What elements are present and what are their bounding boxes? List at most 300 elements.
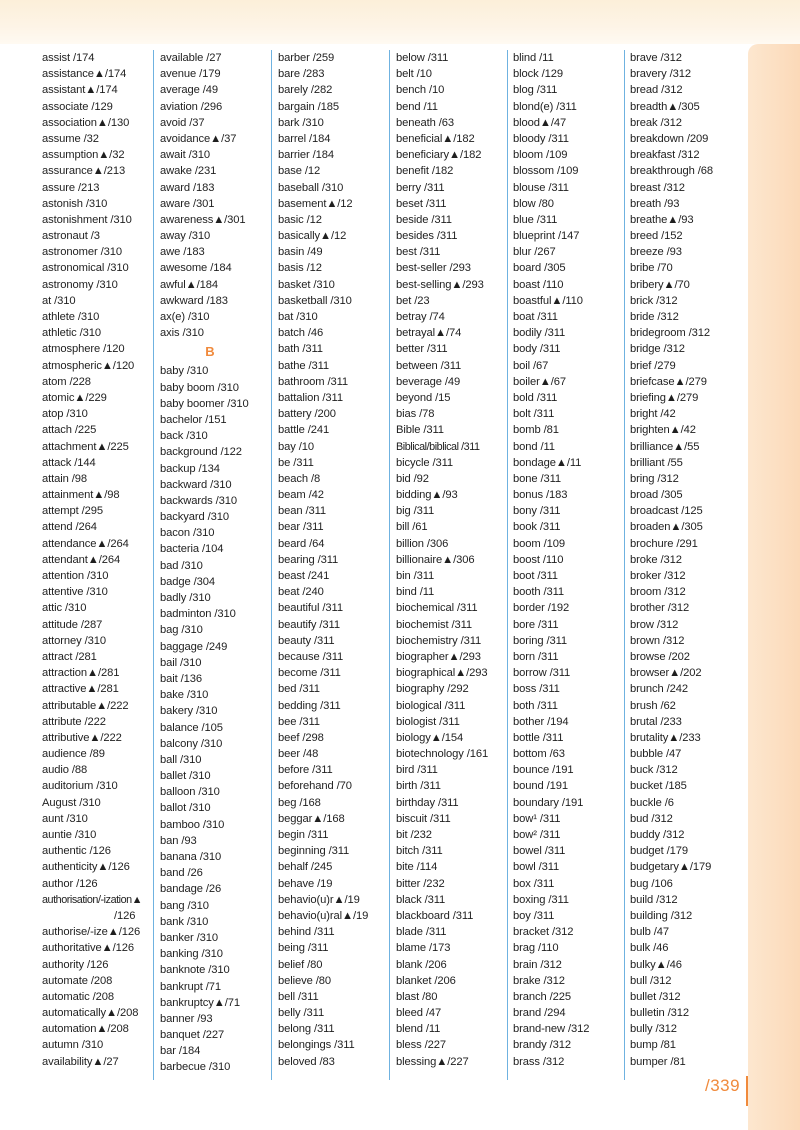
index-entry: boat /311 <box>513 311 558 323</box>
index-entry: bathe /311 <box>278 359 330 372</box>
index-entry: ballet /310 <box>160 770 211 783</box>
index-entry: atmospheric▲/120 <box>42 359 135 372</box>
index-entry: bread /312 <box>630 84 683 97</box>
index-entry: attentive /310 <box>42 586 108 599</box>
index-entry: autumn /310 <box>42 1039 104 1052</box>
index-entry: browser▲/202 <box>630 667 702 680</box>
index-entry: ball /310 <box>160 753 202 766</box>
index-entry: beg /168 <box>278 796 321 809</box>
index-entry: associate /129 <box>42 100 113 113</box>
index-entry: bin /311 <box>396 570 435 582</box>
index-entry: bake /310 <box>160 689 209 702</box>
index-entry: bicycle /311 <box>396 456 454 469</box>
index-entry: behavio(u)r▲/19 <box>278 893 360 906</box>
index-entry: brutal /233 <box>630 715 682 728</box>
index-entry: band /26 <box>160 867 203 880</box>
index-entry: bamboo /310 <box>160 818 225 831</box>
index-entry: away /310 <box>160 230 211 243</box>
index-entry: brow /312 <box>630 618 679 631</box>
index-entry: boxing /311 <box>513 893 569 906</box>
index-entry: batch /46 <box>278 327 324 340</box>
index-entry: aviation /296 <box>160 100 223 113</box>
index-entry: badge /304 <box>160 575 215 588</box>
index-entry: brilliance▲/55 <box>630 440 700 453</box>
index-entry: body /311 <box>513 343 561 356</box>
index-entry: blood▲/47 <box>513 116 567 129</box>
index-entry: bench /10 <box>396 84 445 97</box>
index-entry: bridge /312 <box>630 343 685 356</box>
index-entry: avoid /37 <box>160 116 205 129</box>
index-entry: beautiful /311 <box>278 602 343 615</box>
index-entry: breath /93 <box>630 197 680 210</box>
index-entry: basis /12 <box>278 262 322 275</box>
index-entry: biologist /311 <box>396 715 460 728</box>
index-entry: blog /311 <box>513 84 558 97</box>
index-entry: auntie /310 <box>42 829 97 841</box>
index-entry: bakery /310 <box>160 705 218 718</box>
index-entry: bolt /311 <box>513 408 555 421</box>
index-entry: bet /23 <box>396 294 430 307</box>
index-entry: bargain /185 <box>278 100 340 113</box>
index-entry: breast /312 <box>630 181 685 194</box>
index-entry: bow² /311 <box>513 829 561 841</box>
index-entry: attack /144 <box>42 456 96 469</box>
index-entry: axis /310 <box>160 327 204 340</box>
index-entry: best-selling▲/293 <box>396 278 484 291</box>
index-entry: behalf /245 <box>278 861 333 874</box>
index-entry: biological /311 <box>396 699 466 712</box>
index-entry: barber /259 <box>278 52 335 64</box>
index-entry: basketball /310 <box>278 294 352 307</box>
index-entry: awareness▲/301 <box>160 213 246 226</box>
index-entry: breadth▲/305 <box>630 100 700 113</box>
index-entry: bachelor /151 <box>160 413 227 426</box>
index-entry: bag /310 <box>160 624 203 637</box>
index-entry: basin /49 <box>278 246 323 259</box>
index-entry: battalion /311 <box>278 391 343 404</box>
index-entry: basic /12 <box>278 213 322 226</box>
index-entry: baggage /249 <box>160 640 228 653</box>
index-entry: beggar▲/168 <box>278 812 345 825</box>
index-entry: baby boomer /310 <box>160 397 249 410</box>
index-entry: belongings /311 <box>278 1039 355 1052</box>
index-entry: brass /312 <box>513 1055 565 1068</box>
index-entry: attendant▲/264 <box>42 553 121 566</box>
index-entry: authority /126 <box>42 958 109 971</box>
index-entry: border /192 <box>513 602 570 615</box>
index-entry: attributive▲/222 <box>42 731 122 744</box>
index-entry: balance /105 <box>160 721 223 734</box>
index-entry: bound /191 <box>513 780 568 793</box>
index-entry: audio /88 <box>42 764 88 777</box>
index-entry: beat /240 <box>278 586 324 599</box>
index-entry: bait /136 <box>160 672 203 685</box>
index-entry: browse /202 <box>630 650 690 663</box>
index-entry: briefcase▲/279 <box>630 375 707 388</box>
page-number: /339 <box>705 1076 741 1095</box>
index-entry: bore /311 <box>513 618 559 631</box>
index-entry: beautify /311 <box>278 618 340 631</box>
index-entry: blade /311 <box>396 926 447 939</box>
index-entry: bay /10 <box>278 440 314 453</box>
index-entry: atomic▲/229 <box>42 391 107 404</box>
index-entry: bodily /311 <box>513 327 566 340</box>
index-entry: bow¹ /311 <box>513 812 561 825</box>
index-entry: assistance▲/174 <box>42 68 127 81</box>
index-entry: breakthrough /68 <box>630 165 713 178</box>
index-entry: barrier /184 <box>278 149 335 162</box>
index-entry: bondage▲/11 <box>513 456 582 469</box>
index-entry: biochemist /311 <box>396 618 473 631</box>
index-entry: bright /42 <box>630 408 676 421</box>
index-entry: bat /310 <box>278 311 318 323</box>
index-entry: bubble /47 <box>630 748 682 761</box>
index-entry: bracket /312 <box>513 926 574 939</box>
index-entry: bravery /312 <box>630 68 691 81</box>
index-entry: beyond /15 <box>396 391 451 404</box>
index-entry: bridegroom /312 <box>630 327 710 340</box>
index-entry: brick /312 <box>630 294 678 307</box>
index-entry: birth /311 <box>396 780 441 793</box>
index-entry: bottom /63 <box>513 748 565 761</box>
index-entry: buckle /6 <box>630 796 674 809</box>
index-entry: brain /312 <box>513 958 562 971</box>
index-entry: blast /80 <box>396 990 438 1003</box>
index-entry: bankrupt /71 <box>160 980 221 993</box>
index-entry: broaden▲/305 <box>630 521 703 534</box>
index-entry: behavio(u)ral▲/19 <box>278 909 369 922</box>
index-entry: boast /110 <box>513 278 564 291</box>
index-column-4 <box>396 50 508 1080</box>
index-entry: awful▲/184 <box>160 278 218 291</box>
index-entry: bit /232 <box>396 829 432 841</box>
index-entry: budget /179 <box>630 845 689 858</box>
index-entry: buddy /312 <box>630 829 685 841</box>
index-entry: bind /11 <box>396 586 435 599</box>
index-entry: biochemical /311 <box>396 602 478 615</box>
index-entry: bear /311 <box>278 521 324 534</box>
index-entry: bring /312 <box>630 472 679 485</box>
index-entry: basket /310 <box>278 278 335 291</box>
index-entry: backward /310 <box>160 478 232 491</box>
index-entry: Bible /311 <box>396 424 444 437</box>
index-entry: bar /184 <box>160 1045 201 1058</box>
index-entry: beast /241 <box>278 570 330 582</box>
index-entry: brand /294 <box>513 1007 566 1020</box>
index-entry: atom /228 <box>42 375 91 388</box>
index-entry: atop /310 <box>42 408 88 421</box>
index-entry: be /311 <box>278 456 314 469</box>
index-entry: become /311 <box>278 667 341 680</box>
index-entry: bath /311 <box>278 343 323 356</box>
index-entry: biographer▲/293 <box>396 650 481 663</box>
index-entry: awake /231 <box>160 165 217 178</box>
index-entry: Biblical/biblical /311 <box>396 440 480 453</box>
index-entry: build /312 <box>630 893 678 906</box>
index-entry: betrayal▲/74 <box>396 327 462 340</box>
index-entry: banknote /310 <box>160 964 230 977</box>
index-entry: baby boom /310 <box>160 381 239 394</box>
index-entry: bidding▲/93 <box>396 489 458 502</box>
index-entry: awe /183 <box>160 246 205 259</box>
index-entry: bark /310 <box>278 116 324 129</box>
index-entry: authenticity▲/126 <box>42 861 130 874</box>
index-entry: authoritative▲/126 <box>42 942 134 955</box>
index-entry: author /126 <box>42 877 98 890</box>
index-entry: blossom /109 <box>513 165 579 178</box>
index-entry: bully /312 <box>630 1023 677 1036</box>
index-entry: bail /310 <box>160 656 202 669</box>
index-entry: before /311 <box>278 764 333 777</box>
index-entry: basically▲/12 <box>278 230 347 243</box>
index-entry: banker /310 <box>160 931 218 944</box>
index-entry: assure /213 <box>42 181 100 194</box>
index-entry: attendance▲/264 <box>42 537 129 550</box>
index-entry: athletic /310 <box>42 327 102 340</box>
index-entry: await /310 <box>160 149 210 162</box>
index-entry: blanket /206 <box>396 974 456 987</box>
index-entry: aunt /310 <box>42 812 88 825</box>
index-entry: blind /11 <box>513 52 554 64</box>
section-letter: B <box>205 344 215 360</box>
index-entry: believe /80 <box>278 974 332 987</box>
index-entry: blessing▲/227 <box>396 1055 469 1068</box>
index-entry: bulk /46 <box>630 942 669 955</box>
index-entry: attend /264 <box>42 521 97 534</box>
index-entry: association▲/130 <box>42 116 130 129</box>
index-entry: brand-new /312 <box>513 1023 590 1036</box>
index-entry: bonus /183 <box>513 489 568 502</box>
index-entry: bride /312 <box>630 311 679 323</box>
index-entry: belief /80 <box>278 958 323 971</box>
index-entry: bacteria /104 <box>160 543 224 556</box>
index-entry: bird /311 <box>396 764 438 777</box>
index-entry: backup /134 <box>160 462 220 475</box>
index-entry: bloom /109 <box>513 149 568 162</box>
index-entry: better /311 <box>396 343 448 356</box>
index-entry: battle /241 <box>278 424 330 437</box>
index-entry: bean /311 <box>278 505 327 518</box>
index-entry: bid /92 <box>396 472 429 485</box>
index-entry: badminton /310 <box>160 608 236 621</box>
index-entry: brown /312 <box>630 634 685 647</box>
index-entry: bloody /311 <box>513 132 569 145</box>
index-entry: bounce /191 <box>513 764 574 777</box>
index-entry: behave /19 <box>278 877 333 890</box>
index-entry: broker /312 <box>630 570 686 582</box>
index-entry: athlete /310 <box>42 311 100 323</box>
index-entry: astronaut /3 <box>42 230 100 243</box>
index-entry: bold /311 <box>513 391 558 404</box>
index-entry: bug /106 <box>630 877 673 890</box>
index-entry: brighten▲/42 <box>630 424 696 437</box>
index-entry: boastful▲/110 <box>513 294 583 307</box>
index-entry: buck /312 <box>630 764 678 777</box>
index-entry: beside /311 <box>396 213 452 226</box>
index-entry: bend /11 <box>396 100 438 113</box>
index-entry: bulky▲/46 <box>630 958 682 971</box>
index-entry: background /122 <box>160 446 242 459</box>
index-entry: bond /11 <box>513 440 555 453</box>
index-entry: box /311 <box>513 877 555 890</box>
index-entry: breed /152 <box>630 230 683 243</box>
index-entry: bite /114 <box>396 861 438 874</box>
index-entry: benefit /182 <box>396 165 454 178</box>
index-entry: brunch /242 <box>630 683 688 696</box>
index-entry: beard /64 <box>278 537 325 550</box>
index-entry: broom /312 <box>630 586 686 599</box>
index-entry: blend /11 <box>396 1023 441 1036</box>
index-entry: battery /200 <box>278 408 336 421</box>
index-entry: borrow /311 <box>513 667 571 680</box>
index-entry: attainment▲/98 <box>42 489 120 502</box>
index-entry: building /312 <box>630 909 693 922</box>
index-column-2 <box>160 50 272 1080</box>
index-entry: brilliant /55 <box>630 456 683 469</box>
index-entry: ballot /310 <box>160 802 211 815</box>
index-entry: banana /310 <box>160 851 222 863</box>
index-entry: biology▲/154 <box>396 731 464 744</box>
index-entry: biographical▲/293 <box>396 667 488 680</box>
index-entry: boot /311 <box>513 570 558 582</box>
index-column-3 <box>278 50 390 1080</box>
index-entry: attachment▲/225 <box>42 440 129 453</box>
index-entry: attempt /295 <box>42 505 103 518</box>
index-entry: attributable▲/222 <box>42 699 129 712</box>
index-entry: astronomer /310 <box>42 246 122 259</box>
index-entry: /126 <box>114 909 136 922</box>
index-entry: barrel /184 <box>278 132 331 145</box>
index-entry: barely /282 <box>278 84 333 97</box>
index-entry: bowel /311 <box>513 845 566 858</box>
index-entry: base /12 <box>278 165 321 178</box>
index-entry: bulletin /312 <box>630 1007 690 1020</box>
index-entry: breeze /93 <box>630 246 682 259</box>
index-entry: breakdown /209 <box>630 132 709 145</box>
index-entry: authentic /126 <box>42 845 111 858</box>
index-entry: auditorium /310 <box>42 780 118 793</box>
index-entry: briefing▲/279 <box>630 391 699 404</box>
index-entry: because /311 <box>278 650 344 663</box>
index-entry: attraction▲/281 <box>42 667 120 680</box>
index-entry: broadcast /125 <box>630 505 703 518</box>
index-entry: bomb /81 <box>513 424 559 437</box>
index-entry: attribute /222 <box>42 715 106 728</box>
index-entry: authorise/-ize▲/126 <box>42 926 141 939</box>
index-entry: bed /311 <box>278 683 320 696</box>
index-entry: banquet /227 <box>160 1029 225 1042</box>
index-entry: biotechnology /161 <box>396 748 489 761</box>
index-entry: belly /311 <box>278 1007 325 1020</box>
index-entry: beam /42 <box>278 489 324 502</box>
index-entry: beef /298 <box>278 731 324 744</box>
index-entry: beer /48 <box>278 748 319 761</box>
index-entry: boundary /191 <box>513 796 584 809</box>
index-entry: beverage /49 <box>396 375 461 388</box>
index-entry: bedding /311 <box>278 699 341 712</box>
index-entry: bitch /311 <box>396 845 443 858</box>
index-entry: assist /174 <box>42 52 95 64</box>
index-entry: automate /208 <box>42 974 113 987</box>
index-entry: bull /312 <box>630 974 672 987</box>
index-entry: budgetary▲/179 <box>630 861 712 874</box>
index-entry: between /311 <box>396 359 462 372</box>
index-entry: avenue /179 <box>160 68 221 81</box>
index-entry: best-seller /293 <box>396 262 471 275</box>
index-entry: bee /311 <box>278 715 320 728</box>
index-entry: bank /310 <box>160 915 209 928</box>
index-entry: assume /32 <box>42 132 99 145</box>
index-entry: bud /312 <box>630 812 673 825</box>
index-entry: break /312 <box>630 116 682 129</box>
index-entry: bell /311 <box>278 990 319 1003</box>
index-entry: beneficiary▲/182 <box>396 149 482 162</box>
index-entry: black /311 <box>396 893 446 906</box>
index-entry: bowl /311 <box>513 861 560 874</box>
index-entry: blow /80 <box>513 197 554 210</box>
index-entry: breakfast /312 <box>630 149 700 162</box>
index-entry: available /27 <box>160 52 222 64</box>
index-entry: beloved /83 <box>278 1055 335 1068</box>
index-entry: blank /206 <box>396 958 447 971</box>
index-entry: blackboard /311 <box>396 909 474 922</box>
index-entry: bone /311 <box>513 472 562 485</box>
index-entry: attract /281 <box>42 650 97 663</box>
index-entry: beforehand /70 <box>278 780 352 793</box>
index-entry: boil /67 <box>513 359 549 372</box>
index-entry: astronomical /310 <box>42 262 129 275</box>
index-entry: both /311 <box>513 699 558 712</box>
index-entry: aware /301 <box>160 197 215 210</box>
index-entry: assumption▲/32 <box>42 149 125 162</box>
index-entry: biscuit /311 <box>396 812 451 825</box>
index-entry: boost /110 <box>513 553 564 566</box>
index-entry: balcony /310 <box>160 737 223 750</box>
index-entry: belt /10 <box>396 68 432 81</box>
index-entry: bill /61 <box>396 521 428 534</box>
index-entry: bribe /70 <box>630 262 673 275</box>
index-entry: attention /310 <box>42 570 109 582</box>
index-entry: assistant▲/174 <box>42 84 118 97</box>
index-entry: booth /311 <box>513 586 565 599</box>
index-entry: biography /292 <box>396 683 469 696</box>
index-entry: attitude /287 <box>42 618 103 631</box>
index-entry: boom /109 <box>513 537 565 550</box>
index-column-6 <box>630 50 742 1080</box>
index-entry: attach /225 <box>42 424 97 437</box>
index-entry: board /305 <box>513 262 566 275</box>
index-entry: boss /311 <box>513 683 560 696</box>
index-entry: availability▲/27 <box>42 1055 119 1068</box>
index-entry: bad /310 <box>160 559 203 572</box>
index-entry: backyard /310 <box>160 511 229 524</box>
index-entry: brochure /291 <box>630 537 698 550</box>
index-entry: berry /311 <box>396 181 445 194</box>
index-entry: beginning /311 <box>278 845 350 858</box>
index-entry: blue /311 <box>513 213 558 226</box>
index-entry: bare /283 <box>278 68 325 81</box>
index-entry: back /310 <box>160 430 208 443</box>
index-column-5 <box>513 50 625 1080</box>
index-entry: brake /312 <box>513 974 565 987</box>
index-entry: basement▲/12 <box>278 197 353 210</box>
index-entry: barbecue /310 <box>160 1061 231 1074</box>
index-entry: authorisation/-ization▲ <box>42 893 142 906</box>
index-entry: big /311 <box>396 505 435 518</box>
index-entry: awkward /183 <box>160 294 228 307</box>
index-entry: boy /311 <box>513 909 555 922</box>
index-entry: belong /311 <box>278 1023 335 1036</box>
